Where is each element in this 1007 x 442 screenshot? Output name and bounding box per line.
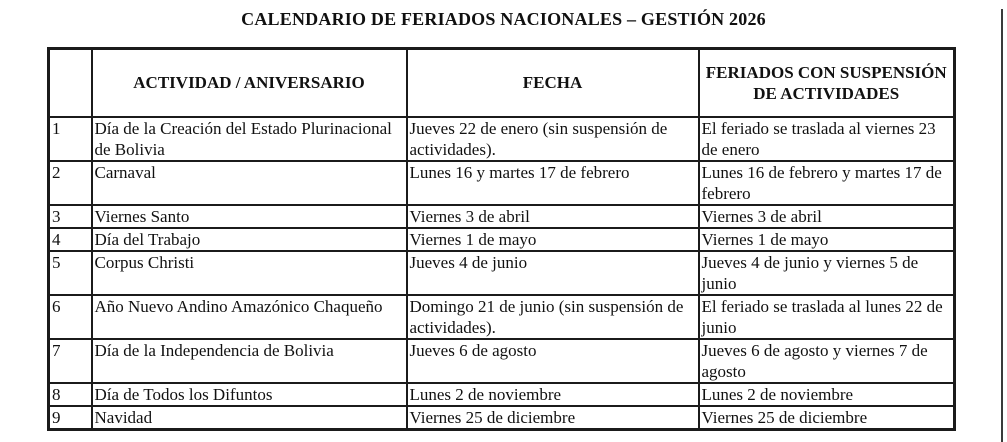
document-page bbox=[0, 9, 1007, 442]
holidays-table-body bbox=[49, 117, 955, 430]
table-row bbox=[49, 117, 955, 161]
suspension-cell: Jueves 4 de junio y viernes 5 de junio bbox=[699, 251, 955, 295]
date-cell: Jueves 4 de junio bbox=[407, 251, 699, 295]
date-cell: Jueves 22 de enero (sin suspensión de actividades). bbox=[407, 117, 699, 161]
suspension-cell: El feriado se traslada al lunes 22 de junio bbox=[699, 295, 955, 339]
holidays-table-header bbox=[49, 49, 955, 117]
header-activity-cell: ACTIVIDAD / ANIVERSARIO bbox=[92, 49, 407, 117]
suspension-cell: Viernes 25 de diciembre bbox=[699, 406, 955, 430]
row-number-cell: 2 bbox=[49, 161, 92, 205]
table-row bbox=[49, 295, 955, 339]
scan-edge-line bbox=[1001, 9, 1003, 442]
table-row bbox=[49, 383, 955, 406]
date-cell: Lunes 2 de noviembre bbox=[407, 383, 699, 406]
header-suspension-cell: FERIADOS CON SUSPENSIÓN DE ACTIVIDADES bbox=[699, 49, 955, 117]
suspension-cell: Viernes 3 de abril bbox=[699, 205, 955, 228]
table-row bbox=[49, 205, 955, 228]
row-number-cell: 3 bbox=[49, 205, 92, 228]
activity-cell: Día del Trabajo bbox=[92, 228, 407, 251]
activity-cell: Viernes Santo bbox=[92, 205, 407, 228]
suspension-cell: Viernes 1 de mayo bbox=[699, 228, 955, 251]
activity-cell: Día de la Independencia de Bolivia bbox=[92, 339, 407, 383]
suspension-cell: Jueves 6 de agosto y viernes 7 de agosto bbox=[699, 339, 955, 383]
header-number-cell bbox=[49, 49, 92, 117]
row-number-cell: 9 bbox=[49, 406, 92, 430]
row-number-cell: 1 bbox=[49, 117, 92, 161]
date-cell: Viernes 25 de diciembre bbox=[407, 406, 699, 430]
activity-cell: Navidad bbox=[92, 406, 407, 430]
row-number-cell: 7 bbox=[49, 339, 92, 383]
suspension-cell: Lunes 2 de noviembre bbox=[699, 383, 955, 406]
row-number-cell: 6 bbox=[49, 295, 92, 339]
row-number-cell: 8 bbox=[49, 383, 92, 406]
header-date-cell: FECHA bbox=[407, 49, 699, 117]
activity-cell: Día de Todos los Difuntos bbox=[92, 383, 407, 406]
table-row bbox=[49, 339, 955, 383]
holidays-table bbox=[47, 47, 956, 431]
activity-cell: Corpus Christi bbox=[92, 251, 407, 295]
table-row bbox=[49, 161, 955, 205]
date-cell: Jueves 6 de agosto bbox=[407, 339, 699, 383]
table-row bbox=[49, 228, 955, 251]
table-row bbox=[49, 406, 955, 430]
date-cell: Viernes 3 de abril bbox=[407, 205, 699, 228]
activity-cell: Día de la Creación del Estado Plurinacional de Bolivia bbox=[92, 117, 407, 161]
date-cell: Lunes 16 y martes 17 de febrero bbox=[407, 161, 699, 205]
table-row bbox=[49, 251, 955, 295]
suspension-cell: El feriado se traslada al viernes 23 de enero bbox=[699, 117, 955, 161]
row-number-cell: 5 bbox=[49, 251, 92, 295]
suspension-cell: Lunes 16 de febrero y martes 17 de febrero bbox=[699, 161, 955, 205]
date-cell: Viernes 1 de mayo bbox=[407, 228, 699, 251]
row-number-cell: 4 bbox=[49, 228, 92, 251]
date-cell: Domingo 21 de junio (sin suspensión de actividades). bbox=[407, 295, 699, 339]
activity-cell: Año Nuevo Andino Amazónico Chaqueño bbox=[92, 295, 407, 339]
header-row bbox=[49, 49, 955, 117]
activity-cell: Carnaval bbox=[92, 161, 407, 205]
document-title: CALENDARIO DE FERIADOS NACIONALES – GESTIÓN 2026 bbox=[241, 9, 766, 29]
